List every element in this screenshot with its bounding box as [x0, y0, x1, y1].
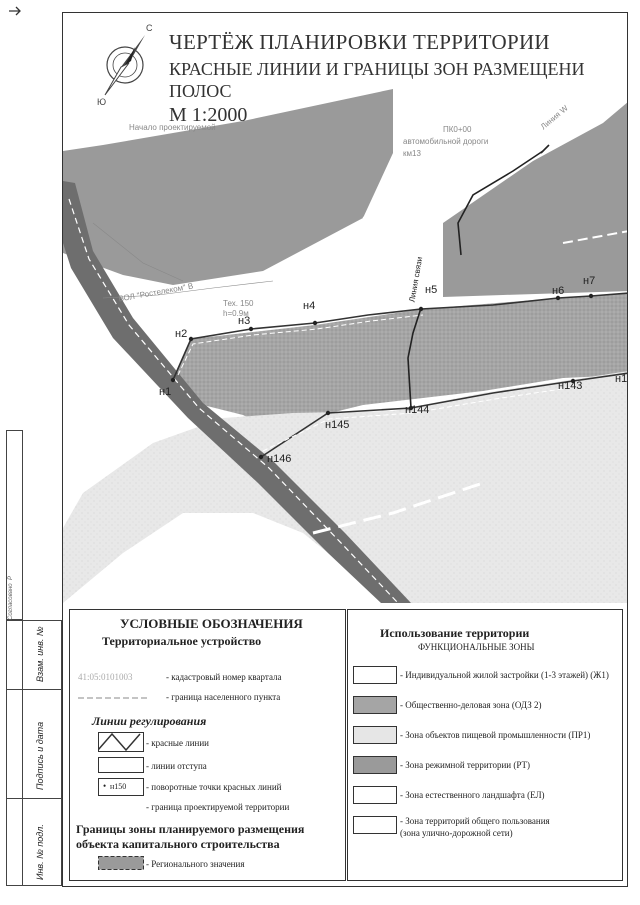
- stamp-label-side: Р: [8, 575, 14, 580]
- stamp-label-inventory: Инв. № подл.: [35, 824, 45, 880]
- drawing-sheet: [62, 12, 628, 887]
- stamp-cell-signature: [6, 689, 23, 799]
- compass-rose-icon: [95, 17, 155, 107]
- zone-swatch-el: [353, 786, 397, 804]
- cadastral-text: - кадастровый номер квартала: [166, 672, 282, 682]
- corner-arrow-icon: [8, 6, 22, 16]
- zone-swatch-zh1: [353, 666, 397, 684]
- zone-swatch-road: [353, 816, 397, 834]
- zone-heading-1: Границы зоны планируемого размещения: [76, 822, 305, 836]
- legend-heading: УСЛОВНЫЕ ОБОЗНАЧЕНИЯ: [120, 616, 303, 631]
- stamp-cell-replacement: [6, 620, 23, 690]
- stamp-label-agreed: Согласовано: [8, 583, 14, 620]
- zone-swatch-odz2: [353, 696, 397, 714]
- point-label-n1b: н1: [615, 373, 628, 385]
- point-label-n5: н5: [425, 284, 438, 296]
- svg-text:С: С: [146, 23, 153, 33]
- point-label-n2: н2: [175, 328, 188, 340]
- point-label-n3: н3: [238, 315, 251, 327]
- zone-label-el: - Зона естественного ландшафта (ЕЛ): [400, 790, 545, 800]
- turning-point: [326, 411, 330, 415]
- zone-label-road: - Зона территорий общего пользования: [400, 816, 550, 826]
- usage-heading: Использование территории: [380, 626, 530, 640]
- zone-swatch-pr1: [353, 726, 397, 744]
- turning-point: [259, 455, 263, 459]
- regional-symbol: [98, 856, 144, 870]
- road-label: Линия связи: [407, 256, 425, 303]
- map-scale: М 1:2000: [169, 104, 248, 126]
- stamp-cell-inventory: [6, 798, 23, 886]
- road-stripe-2: [363, 205, 403, 218]
- map-title-line-3: ПОЛОС: [169, 81, 232, 101]
- settlement-text: - граница населенного пункта: [166, 692, 281, 702]
- zone-swatch-rt: [353, 756, 397, 774]
- turning-point: [419, 307, 423, 311]
- setback-text: - линии отступа: [146, 761, 207, 771]
- zone-label-pr1: - Зона объектов пищевой промышленности (ПР1): [400, 730, 591, 740]
- map-title-line-1: ЧЕРТЁЖ ПЛАНИРОВКИ ТЕРРИТОРИИ: [169, 30, 550, 54]
- faint-annotation: h=0.9м: [223, 309, 249, 318]
- turning-point-sample: н150: [110, 782, 127, 791]
- turning-point: [313, 321, 317, 325]
- regional-text: - Регионального значения: [146, 859, 245, 869]
- svg-text:Ю: Ю: [97, 97, 107, 107]
- zone-label-rt: - Зона режимной территории (РТ): [400, 760, 530, 770]
- point-label-n145: н145: [325, 419, 350, 431]
- project-border-text: - граница проектируемой территории: [146, 802, 290, 812]
- faint-annotation: ВОЛ "Ростелеком" В: [117, 281, 194, 304]
- title-block-strip: [6, 430, 62, 880]
- red-lines-text: - красные линии: [146, 738, 209, 748]
- turning-point: [189, 337, 193, 341]
- legend-panel: [69, 609, 346, 881]
- cadastral-sample: 41:05:0101003: [78, 672, 133, 682]
- zone-heading-2: объекта капитального строительства: [76, 837, 280, 851]
- zone-label-road-2: (зона улично-дорожной сети): [400, 828, 513, 838]
- faint-annotation: автомобильной дороги: [403, 137, 489, 146]
- setback-symbol: [98, 757, 144, 773]
- red-lines-symbol: [98, 732, 144, 752]
- point-label-n146: н146: [267, 453, 292, 465]
- stamp-label-signature: Подпись и дата: [35, 721, 45, 790]
- turning-point: [589, 294, 593, 298]
- point-label-n144: н144: [405, 404, 430, 416]
- zone-label-odz2: - Общественно-деловая зона (ОДЗ 2): [400, 700, 542, 710]
- functional-zones-heading: ФУНКЦИОНАЛЬНЫЕ ЗОНЫ: [418, 642, 535, 652]
- point-label-n143: н143: [558, 380, 583, 392]
- zone-label-zh1: - Индивидуальной жилой застройки (1-3 этажей) (Ж1): [400, 670, 609, 680]
- point-label-n6: н6: [552, 285, 565, 297]
- turning-point: [171, 378, 175, 382]
- regulation-heading: Линии регулирования: [92, 714, 207, 728]
- settlement-border-symbol: [78, 692, 150, 704]
- turning-point: [249, 327, 253, 331]
- faint-annotation: Линия W: [538, 103, 570, 132]
- territorial-heading: Территориальное устройство: [102, 634, 262, 648]
- turning-points-text: - поворотные точки красных линий: [146, 782, 282, 792]
- turning-point-dot: •: [103, 781, 107, 791]
- faint-annotation: Тех. 150: [223, 299, 254, 308]
- point-label-n4: н4: [303, 300, 316, 312]
- map-title-line-2: КРАСНЫЕ ЛИНИИ И ГРАНИЦЫ ЗОН РАЗМЕЩЕНИ: [169, 59, 585, 79]
- faint-annotation: км13: [403, 149, 421, 158]
- faint-annotation: Начало проектируемой: [129, 123, 216, 132]
- stamp-label-replacement: Взам. инв. №: [35, 626, 45, 682]
- point-label-n7: н7: [583, 275, 596, 287]
- land-use-legend: [347, 609, 623, 881]
- point-label-n1: н1: [159, 386, 172, 398]
- faint-annotation: ПК0+00: [443, 125, 472, 134]
